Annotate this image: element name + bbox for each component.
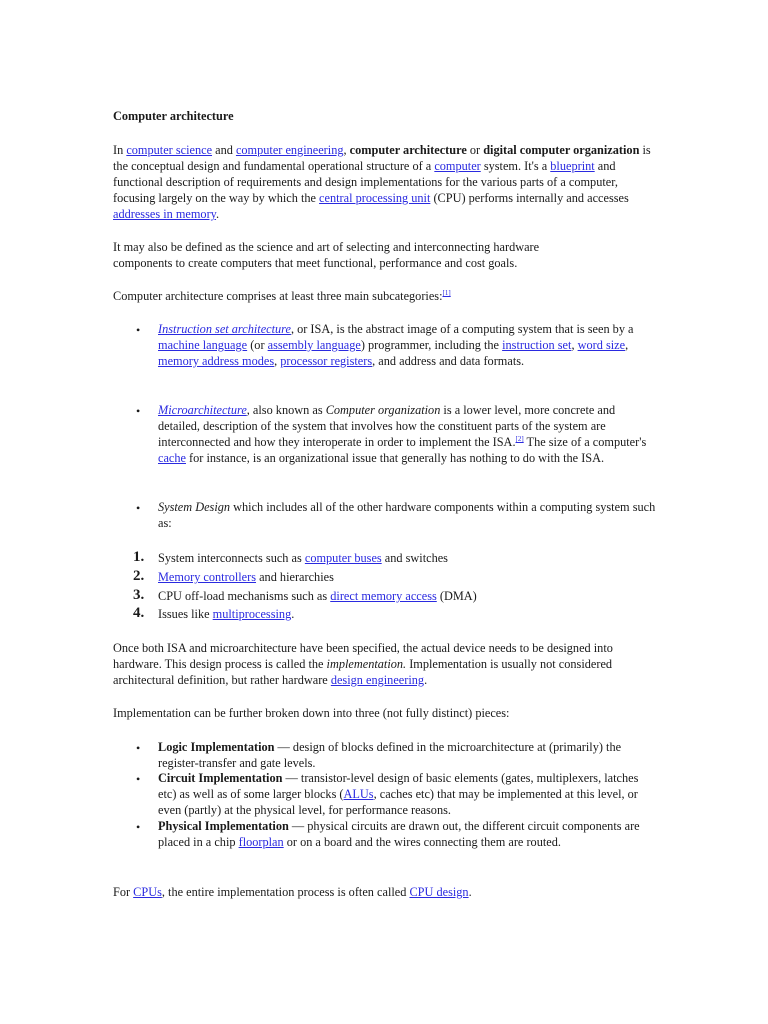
cpu-design-paragraph — [113, 884, 658, 900]
isa-text: , — [625, 338, 629, 352]
list-item-microarchitecture — [158, 402, 658, 466]
link-multiprocessing[interactable]: multiprocessing — [212, 607, 292, 621]
intro-text: (CPU) performs internally and accesses — [430, 191, 629, 205]
link-computer-buses[interactable]: computer buses — [304, 551, 382, 565]
link-word-size[interactable]: word size — [577, 338, 626, 352]
list-item-circuit-implementation — [158, 770, 658, 818]
intro-text: or — [466, 143, 484, 157]
ordered-list-text: System interconnects such as — [158, 551, 305, 565]
cpu-design-text: For — [113, 885, 134, 899]
link-alus[interactable]: ALUs — [343, 787, 374, 801]
circuit-text: , caches etc) that may be implemented at this level, or even (partly) at the physical level, for performance reasons. — [158, 787, 638, 817]
link-addresses-in-memory[interactable]: addresses in memory — [113, 207, 217, 221]
bullet-icon: • — [136, 501, 141, 515]
term-computer-architecture: computer architecture — [349, 143, 467, 157]
isa-text: , — [571, 338, 578, 352]
ordered-list-text: and hierarchies — [256, 570, 334, 584]
intro-text: system. It's a — [480, 159, 551, 173]
term-implementation: implementation. — [326, 657, 407, 671]
bullet-icon: • — [136, 772, 141, 786]
link-design-engineering[interactable]: design engineering — [330, 673, 425, 687]
ordered-list-number: 2. — [133, 568, 145, 584]
isa-text: , — [274, 354, 281, 368]
intro-text: . — [216, 207, 220, 221]
ordered-list-text: and switches — [381, 551, 448, 565]
cpu-design-text: , the entire implementation process is often called — [161, 885, 410, 899]
pieces-paragraph: Implementation can be further broken down into three (not fully distinct) pieces: — [113, 706, 510, 720]
cpu-design-text: . — [468, 885, 472, 899]
intro-text: and functional description of requirements and design implementations for the various parts of a computer, focusing largely on the way by which the — [113, 159, 618, 205]
physical-text: or on a board and the wires connecting them are routed. — [283, 835, 561, 849]
link-machine-language[interactable]: machine language — [158, 338, 248, 352]
term-circuit-implementation: Circuit Implementation — [158, 771, 283, 785]
link-central-processing-unit[interactable]: central processing unit — [319, 191, 431, 205]
micro-text: is a lower level, more concrete and detailed, description of the system that involves how the constituent parts of the system are interconnected and how they interoperate in order to implement the ISA. — [158, 403, 616, 449]
micro-text: The size of a computer's — [523, 435, 647, 449]
link-microarchitecture[interactable]: Microarchitecture — [158, 403, 247, 417]
ordered-list-text: Issues like — [158, 607, 213, 621]
intro-text: is the conceptual design and fundamental operational structure of a — [113, 143, 651, 173]
ordered-list-text: (DMA) — [436, 589, 477, 603]
implementation-text: Once both ISA and microarchitecture have been specified, the actual device needs to be designed into hardware. This design process is called the — [113, 641, 613, 671]
link-cache[interactable]: cache — [158, 451, 186, 465]
link-assembly-language[interactable]: assembly language — [267, 338, 361, 352]
term-digital-computer-organization: digital computer organization — [483, 143, 640, 157]
logic-text: — design of blocks defined in the microarchitecture at (primarily) the register-transfer and gate levels. — [158, 740, 622, 770]
bullet-icon: • — [136, 323, 141, 337]
implementation-text: . — [424, 673, 428, 687]
link-direct-memory-access[interactable]: direct memory access — [330, 589, 437, 603]
term-computer-organization: Computer organization — [325, 403, 441, 417]
subcategories-paragraph — [113, 288, 658, 304]
list-item-physical-implementation — [158, 818, 658, 850]
ordered-list-item — [158, 568, 658, 586]
subcategories-text: Computer architecture comprises at least three main subcategories: — [113, 289, 443, 303]
link-computer-science[interactable]: computer science — [126, 143, 213, 157]
implementation-text: Implementation is usually not considered architectural definition, but rather hardware — [113, 657, 613, 687]
isa-text: (or — [247, 338, 268, 352]
list-item-isa — [158, 321, 658, 369]
micro-text: for instance, is an organizational issue that generally has nothing to do with the ISA. — [185, 451, 605, 465]
micro-text: , also known as — [246, 403, 326, 417]
link-computer-engineering[interactable]: computer engineering — [235, 143, 344, 157]
link-instruction-set-architecture[interactable]: Instruction set architecture — [158, 322, 291, 336]
list-item-system-design — [158, 499, 658, 531]
link-floorplan[interactable]: floorplan — [238, 835, 284, 849]
intro-text: , — [343, 143, 350, 157]
intro-text: and — [212, 143, 236, 157]
ordered-list-item — [158, 587, 658, 605]
list-item-logic-implementation — [158, 739, 658, 771]
isa-text: , or ISA, is the abstract image of a computing system that is seen by a — [290, 322, 634, 336]
page-title: Computer architecture — [113, 109, 234, 123]
ordered-list-number: 3. — [133, 587, 145, 603]
isa-text: , and address and data formats. — [372, 354, 525, 368]
term-logic-implementation: Logic Implementation — [158, 740, 275, 754]
link-processor-registers[interactable]: processor registers — [280, 354, 373, 368]
link-memory-controllers[interactable]: Memory controllers — [158, 570, 257, 584]
ordered-list-item — [158, 605, 658, 623]
ordered-list-text: . — [291, 607, 295, 621]
bullet-icon: • — [136, 404, 141, 418]
link-cpus[interactable]: CPUs — [133, 885, 162, 899]
intro-paragraph — [113, 142, 653, 222]
bullet-icon: • — [136, 741, 141, 755]
ordered-list-number: 1. — [133, 549, 145, 565]
physical-text: — physical circuits are drawn out, the different circuit components are placed in a chip — [158, 819, 640, 849]
ordered-list-number: 4. — [133, 605, 145, 621]
term-system-design: System Design — [158, 500, 231, 514]
reference-1-link[interactable]: [1] — [442, 288, 451, 297]
intro-text: In — [113, 143, 127, 157]
link-memory-address-modes[interactable]: memory address modes — [158, 354, 275, 368]
link-cpu-design[interactable]: CPU design — [409, 885, 469, 899]
link-instruction-set[interactable]: instruction set — [502, 338, 572, 352]
system-design-text: which includes all of the other hardware components within a computing system such as: — [158, 500, 656, 530]
reference-2-link[interactable]: [2] — [515, 434, 524, 443]
isa-text: ) programmer, including the — [360, 338, 503, 352]
definition-paragraph: It may also be defined as the science and art of selecting and interconnecting hardware components to create computers that meet functional, performance and cost goals. — [113, 240, 540, 270]
ordered-list-text: CPU off-load mechanisms such as — [158, 589, 331, 603]
bullet-icon: • — [136, 820, 141, 834]
implementation-paragraph — [113, 640, 658, 688]
term-physical-implementation: Physical Implementation — [158, 819, 289, 833]
link-computer[interactable]: computer — [434, 159, 481, 173]
ordered-list-item — [158, 549, 658, 567]
circuit-text: — transistor-level design of basic elements (gates, multiplexers, latches etc) as well as of some larger blocks ( — [158, 771, 639, 801]
link-blueprint[interactable]: blueprint — [550, 159, 595, 173]
